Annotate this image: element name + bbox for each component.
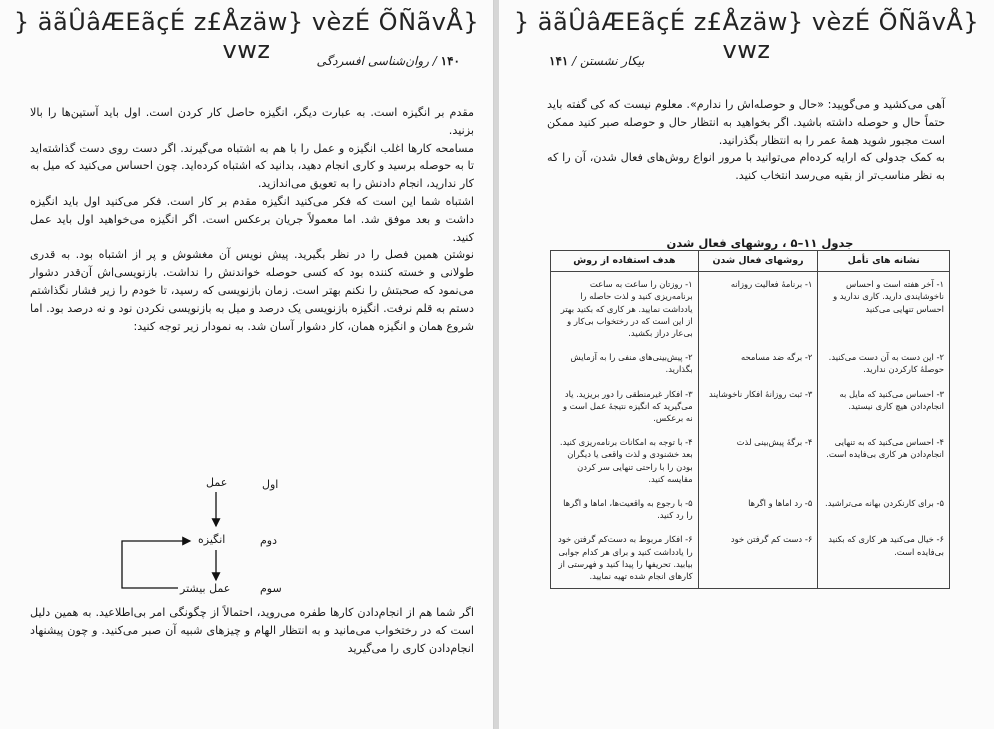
diagram-node-action: عمل: [206, 476, 228, 489]
table-cell: ۱- برنامهٔ فعالیت روزانه: [698, 272, 818, 346]
table-cell: ۵- رد اماها و اگرها: [698, 491, 818, 527]
table-header-row: [551, 251, 950, 272]
garbled-header: } äãÛâÆEãçÉ z£Åzäw} vèzÉ ÕÑãvÅ} vwz: [513, 8, 980, 64]
table-cell: ۳- افکار غیرمنطقی را دور بریزید. یاد می‌گیرید که انگیزه نتیجهٔ عمل است و نه برعکس.: [551, 382, 699, 431]
table-header-cell: هدف استفاده از روش: [551, 251, 699, 272]
paragraph: آهی می‌کشید و می‌گویید: «حال و حوصله‌اش را ندارم». معلوم نیست که کی گفته باید حتماً حال و حوصله داشته باشید. اگر بخواهید به انتظار حال و حوصله صبر کنید ممکن است مجبور شوید همهٔ عمر را به انتظار بگذرانید.: [547, 98, 945, 147]
table-cell: ۲- پیش‌بینی‌های منفی را به آزمایش بگذارید.: [551, 345, 699, 381]
table-cell: ۲- این دست به آن دست می‌کنید. حوصلهٔ کارکردن ندارید.: [818, 345, 950, 381]
paragraph: اشتباه شما این است که فکر می‌کنید انگیزه مقدم بر کار است. فکر می‌کنید اول باید انگیزه داشت و بعد موفق شد. اما معمولاً جریان برعکس است. اگر انگیزه می‌خواهید اول باید عمل کنید.: [30, 194, 474, 244]
table-cell: ۴- با توجه به امکانات برنامه‌ریزی کنید. بعد خشنودی و لذت واقعی یا دیگران بودن را با راحتی تنهایی سر کردن مقایسه کنید.: [551, 430, 699, 491]
page-number: ۱۴۱: [549, 54, 569, 68]
left-outro-text: [30, 604, 474, 657]
arrow-feedback-loop: [122, 541, 190, 588]
paragraph: مسامحه کارها اغلب انگیزه و عمل را با هم به اشتباه می‌گیرند. اگر دست روی دست گذاشته‌اید تا به حوصله برسید و کاری انجام دهید، بدانید که اشتباه کرده‌اید. چون احساس می‌کنید که میل به کار ندارید، انجام دادنش را به تعویق می‌اندازید.: [30, 141, 474, 191]
table-title: جدول ۱۱–۵ ، روشهای فعال شدن: [666, 236, 854, 250]
diagram-node-more-action: عمل بیشتر: [180, 582, 231, 595]
table-row: [551, 430, 950, 491]
table-cell: ۴- احساس می‌کنید که به تنهایی انجام‌دادن هر کاری بی‌فایده است.: [818, 430, 950, 491]
activation-methods-table: [550, 250, 950, 589]
table-cell: ۳- احساس می‌کنید که مایل به انجام‌دادن هیچ کاری نیستید.: [818, 382, 950, 431]
running-head: [549, 54, 769, 68]
table-row: [551, 491, 950, 527]
table-cell: ۶- خیال می‌کنید هر کاری که بکنید بی‌فایده است.: [818, 527, 950, 588]
table-cell: ۴- برگهٔ پیش‌بینی لذت: [698, 430, 818, 491]
left-body-text: [30, 104, 474, 335]
running-head: [270, 54, 460, 68]
paragraph: به کمک جدولی که ارایه کرده‌ام می‌توانید با مرور انواع روش‌های فعال شدن، آن را که به نظر مناسب‌تر از بقیه می‌رسد انتخاب کنید.: [547, 151, 945, 183]
diagram-step-third: سوم: [260, 582, 282, 595]
table-header-cell: نشانه های تأمل: [818, 251, 950, 272]
table-cell: ۳- ثبت روزانهٔ افکار ناخوشایند: [698, 382, 818, 431]
running-head-separator: /: [432, 54, 437, 68]
right-body-text: [547, 96, 945, 185]
table-cell: ۵- برای کارنکردن بهانه می‌تراشید.: [818, 491, 950, 527]
table-cell: ۶- افکار مربوط به دست‌کم گرفتن خود را یادداشت کنید و برای هر کدام جوابی بیابید. تحریفها را پیدا کنید و فهرستی از کارهای انجام شده تهیه نمایید.: [551, 527, 699, 588]
left-page: [0, 0, 494, 729]
running-head-title: بیکار نشستن: [580, 54, 645, 68]
table-row: [551, 272, 950, 346]
table-cell: ۱- آخر هفته است و احساس ناخوشایندی دارید. کاری ندارید و احساس تنهایی می‌کنید: [818, 272, 950, 346]
running-head-separator: /: [572, 54, 577, 68]
page-number: ۱۴۰: [440, 54, 460, 68]
table-cell: ۱- روزتان را ساعت به ساعت برنامه‌ریزی کنید و لذت حاصله را یادداشت نمایید. هر کاری که بکنید بهتر از این است که در رختخواب بی‌کار و بی‌عار دراز بکشید.: [551, 272, 699, 346]
motivation-diagram: [110, 470, 330, 600]
table-row: [551, 527, 950, 588]
paragraph: مقدم بر انگیزه است. به عبارت دیگر، انگیزه حاصل کار کردن است. اول باید آستین‌ها را بالا بزنید.: [30, 106, 474, 137]
table-row: [551, 345, 950, 381]
table-row: [551, 382, 950, 431]
table-header-cell: روشهای فعال شدن: [698, 251, 818, 272]
diagram-step-first: اول: [262, 478, 279, 491]
running-head-title: روان‌شناسی افسردگی: [316, 54, 429, 68]
table-cell: ۶- دست کم گرفتن خود: [698, 527, 818, 588]
garbled-header: } äãÛâÆEãçÉ z£Åzäw} vèzÉ ÕÑãvÅ} vwz: [13, 8, 480, 64]
table-cell: ۲- برگه ضد مسامحه: [698, 345, 818, 381]
table-cell: ۵- با رجوع به واقعیت‌ها، اماها و اگرها را رد کنید.: [551, 491, 699, 527]
diagram-step-second: دوم: [260, 534, 278, 547]
paragraph: اگر شما هم از انجام‌دادن کارها طفره می‌روید، احتمالاً از چگونگی امر بی‌اطلاعید. به همین دلیل است که در رختخواب می‌مانید و به انتظار الهام و چیزهای شبیه آن صبر می‌کنید. و چون پیشنهاد انجام‌دادن کاری را می‌گیرید: [30, 606, 474, 655]
paragraph: نوشتن همین فصل را در نظر بگیرید. پیش نویس آن مغشوش و پر از اشتباه بود. به قدری طولانی و خسته کننده بود که کسی حوصله خواندنش را نداشت. بازنویسی‌اش آن‌قدر دشوار می‌نمود که صحبتش را نکنم بهتر است. زمان بازنویسی که رسید، تا خودم را زیر فشار نگذاشتم دستم به قلم نرفت. انگیزه بازنویسی یک درصد و میل به بازنویسی نکردن نود و نه درصد بود. اما شروع همان و انگیزه همان، کار دشوار آسان شد. به نمودار زیر توجه کنید:: [30, 248, 474, 333]
diagram-node-motivation: انگیزه: [198, 533, 226, 546]
